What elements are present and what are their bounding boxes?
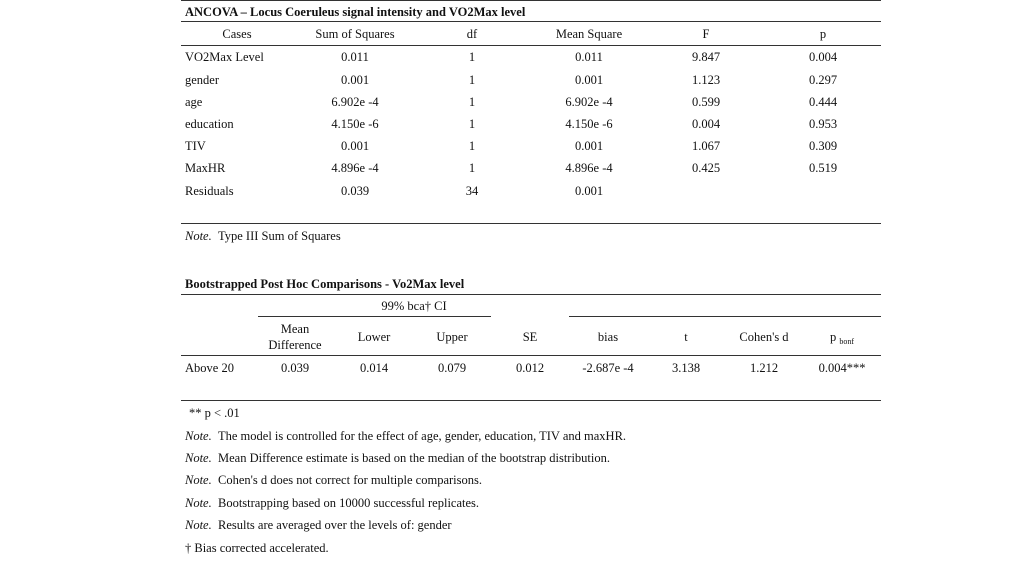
header-bias: bias: [597, 330, 619, 344]
row-case: education: [185, 117, 234, 131]
row-mean-square: 0.001: [574, 73, 604, 87]
posthoc-note: [185, 473, 482, 487]
row-sum-of-squares: 0.001: [340, 73, 370, 87]
significance-note: ** p < .01: [189, 406, 240, 420]
header-sum-of-squares: Sum of Squares: [315, 27, 395, 41]
posthoc-note: [185, 429, 626, 443]
row-comparison: Above 20: [185, 361, 234, 375]
ancova-header-rule: [181, 45, 881, 46]
row-mean-square: 0.001: [574, 184, 604, 198]
ancova-top-rule: [181, 0, 881, 1]
header-p-main: p: [829, 330, 837, 344]
note-label: Note.: [185, 451, 212, 465]
note-text: The model is controlled for the effect of age, gender, education, TIV and maxHR.: [217, 429, 627, 443]
row-df: 1: [468, 161, 476, 175]
posthoc-note: [185, 496, 479, 510]
row-mean-square: 0.001: [574, 139, 604, 153]
row-p: 0.953: [808, 117, 838, 131]
row-sum-of-squares: 4.150e -6: [331, 117, 379, 131]
header-se: SE: [522, 330, 538, 344]
posthoc-header-rule: [181, 355, 881, 356]
row-f: 9.847: [691, 50, 721, 64]
note-label: Note.: [185, 496, 212, 510]
row-lower: 0.014: [359, 361, 389, 375]
ci-header-rule: [258, 316, 491, 317]
ancova-note: [185, 229, 341, 243]
header-cases: Cases: [222, 27, 252, 41]
note-text: Type III Sum of Squares: [217, 229, 341, 243]
row-mean-difference: 0.039: [280, 361, 310, 375]
row-sum-of-squares: 6.902e -4: [331, 95, 379, 109]
row-upper: 0.079: [437, 361, 467, 375]
row-mean-square: 4.896e -4: [565, 161, 613, 175]
dagger-note: † Bias corrected accelerated.: [185, 541, 329, 555]
right-group-rule: [569, 316, 881, 317]
header-p-bonf: [830, 330, 854, 349]
header-mean-square: Mean Square: [555, 27, 623, 41]
row-mean-square: 6.902e -4: [565, 95, 613, 109]
row-p: 0.004: [808, 50, 838, 64]
note-text: Results are averaged over the levels of: gender: [217, 518, 452, 532]
header-cohens-d: Cohen's d: [739, 330, 789, 344]
note-label: Note.: [185, 473, 212, 487]
ci-header: 99% bca† CI: [381, 299, 447, 313]
note-label: Note.: [185, 518, 212, 532]
header-lower: Lower: [357, 330, 391, 344]
note-text: Cohen's d does not correct for multiple comparisons.: [217, 473, 482, 487]
row-df: 1: [468, 73, 476, 87]
posthoc-note: [185, 518, 452, 532]
row-df: 1: [468, 117, 476, 131]
row-case: gender: [185, 73, 220, 87]
posthoc-title: Bootstrapped Post Hoc Comparisons - Vo2Max level: [185, 277, 465, 291]
row-p: 0.297: [808, 73, 838, 87]
posthoc-note: [185, 451, 610, 465]
header-df: df: [466, 27, 478, 41]
row-f: 0.599: [691, 95, 721, 109]
row-df: 1: [468, 50, 476, 64]
row-sum-of-squares: 4.896e -4: [331, 161, 379, 175]
ancova-title-rule: [181, 21, 881, 22]
row-mean-square: 4.150e -6: [565, 117, 613, 131]
row-se: 0.012: [515, 361, 545, 375]
row-p: 0.519: [808, 161, 838, 175]
header-mean-difference-line2: Difference: [268, 338, 322, 352]
header-f: F: [702, 27, 710, 41]
row-f: 1.123: [691, 73, 721, 87]
row-mean-square: 0.011: [575, 50, 603, 64]
header-upper: Upper: [436, 330, 468, 344]
ancova-bottom-rule: [181, 223, 881, 224]
row-p: 0.309: [808, 139, 838, 153]
row-df: 34: [465, 184, 479, 198]
header-t: t: [684, 330, 688, 344]
row-f: 0.004: [691, 117, 721, 131]
header-mean-difference-line1: Mean: [280, 322, 310, 336]
row-df: 1: [468, 139, 476, 153]
row-case: Residuals: [185, 184, 234, 198]
header-p: p: [819, 27, 827, 41]
ancova-title: ANCOVA – Locus Coeruleus signal intensity and VO2Max level: [185, 5, 526, 19]
row-df: 1: [468, 95, 476, 109]
row-case: MaxHR: [185, 161, 226, 175]
row-f: 0.425: [691, 161, 721, 175]
note-label: Note.: [185, 429, 212, 443]
header-p-sub: bonf: [839, 337, 855, 346]
row-case: TIV: [185, 139, 206, 153]
row-sum-of-squares: 0.039: [340, 184, 370, 198]
row-p: 0.444: [808, 95, 838, 109]
row-t: 3.138: [671, 361, 701, 375]
row-sum-of-squares: 0.001: [340, 139, 370, 153]
note-text: Mean Difference estimate is based on the median of the bootstrap distribution.: [217, 451, 611, 465]
row-p-bonf: 0.004***: [818, 361, 866, 375]
row-sum-of-squares: 0.011: [341, 50, 369, 64]
row-case: age: [185, 95, 203, 109]
posthoc-title-rule: [181, 294, 881, 295]
row-cohens-d: 1.212: [749, 361, 779, 375]
note-text: Bootstrapping based on 10000 successful replicates.: [217, 496, 480, 510]
row-case: VO2Max Level: [185, 50, 264, 64]
posthoc-bottom-rule: [181, 400, 881, 401]
row-bias: -2.687e -4: [582, 361, 634, 375]
row-f: 1.067: [691, 139, 721, 153]
note-label: Note.: [185, 229, 212, 243]
